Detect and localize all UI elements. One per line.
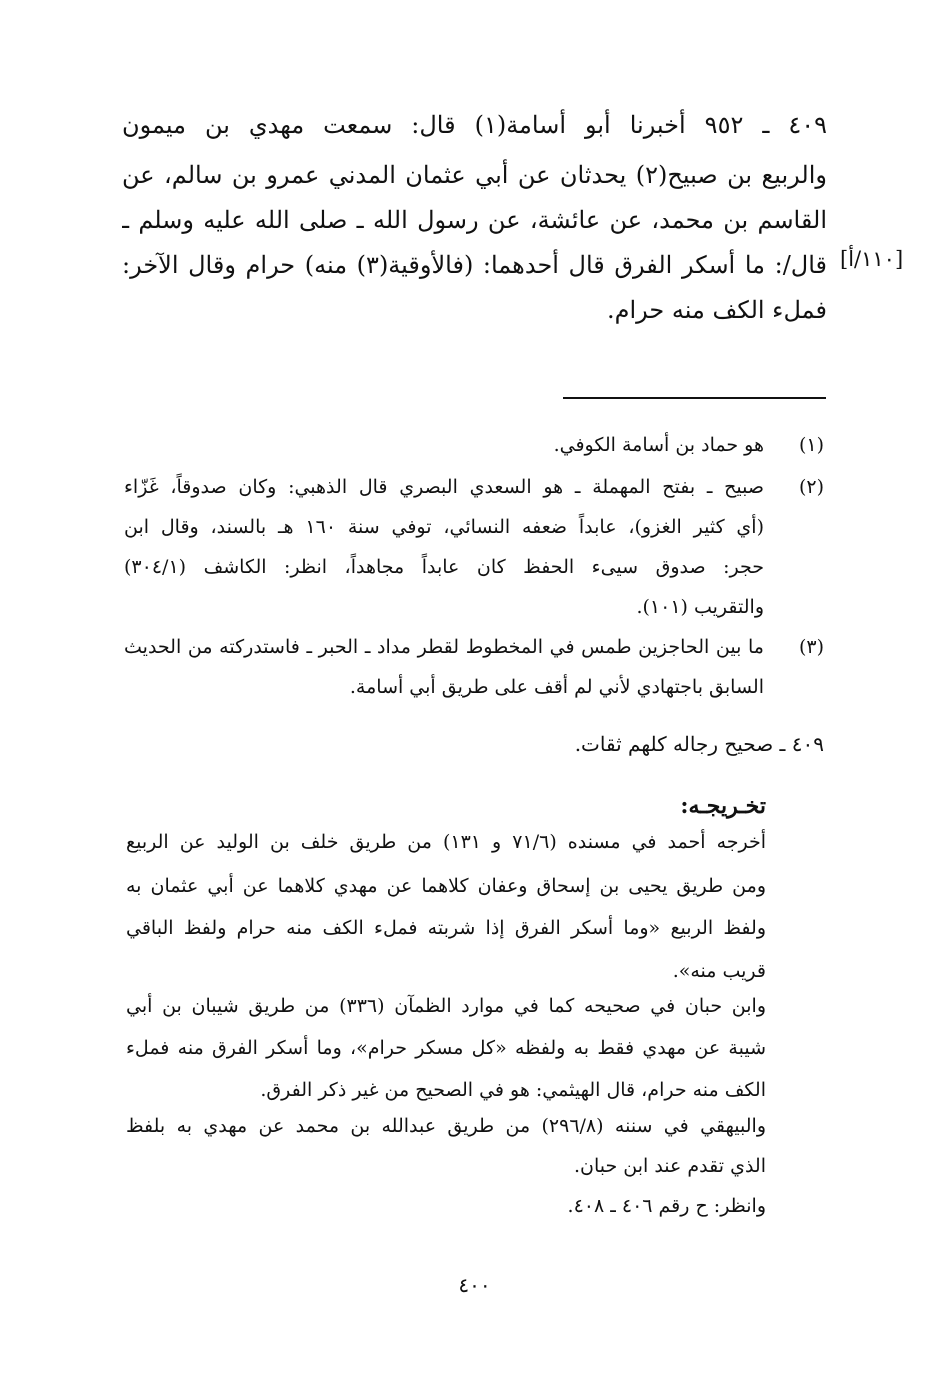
footnote-3-line-1: ما بين الحاجزين طمس في المخطوط لقطر مداد ـ الحبر ـ فاستدركته من الحديث [124, 636, 764, 658]
hadith-line-1: ٤٠٩ ـ ٩٥٢ أخبرنا أبو أسامة(١) قال: سمعت مهدي بن ميمون [122, 111, 827, 139]
takhrij-line-3: ولفظ الربيع «وما أسكر الفرق إذا شربته فملء الكف منه حرام ولفظ الباقي [126, 917, 766, 939]
takhrij-line-10: وانظر: ح رقم ٤٠٦ ـ ٤٠٨. [567, 1195, 766, 1217]
takhrij-line-5: وابن حبان في صحيحه كما في موارد الظمآن (٣٣٦) من طريق شيبان بن أبي [126, 995, 766, 1017]
takhrij-line-9: الذي تقدم عند ابن حبان. [573, 1155, 766, 1177]
footnote-number-1: (١) [798, 434, 824, 456]
footnote-separator [563, 397, 826, 399]
footnote-number-2: (٢) [798, 476, 824, 498]
footnote-2-line-3: حجر: صدوق سيىء الحفظ كان عابداً مجاهداً، انظر: الكاشف (٣٠٤/١) [124, 556, 764, 578]
takhrij-line-8: والبيهقي في سننه (٢٩٦/٨) من طريق عبدالله بن محمد عن مهدي به بلفظ [126, 1115, 766, 1137]
takhrij-line-2: ومن طريق يحيى بن إسحاق وعفان كلاهما عن مهدي كلاهما عن أبي عثمان به [126, 875, 766, 897]
takhrij-line-7: الكف منه حرام، قال الهيثمي: هو في الصحيح من غير ذكر الفرق. [260, 1079, 766, 1101]
hadith-line-3: القاسم بن محمد، عن عائشة، عن رسول الله ـ صلى الله عليه وسلم ـ [122, 206, 827, 234]
footnote-2-line-2: (أي كثير الغزو)، عابداً ضعفه النسائي، توفي سنة ١٦٠ هـ بالسند، وقال ابن [124, 516, 764, 538]
hadith-line-5: فملء الكف منه حرام. [607, 296, 827, 324]
takhrij-line-4: قريب منه». [672, 960, 766, 982]
manuscript-folio-marker: [١١٠/أ] [840, 247, 904, 271]
footnote-2-line-1: صبيح ـ بفتح المهملة ـ هو السعدي البصري قال الذهبي: وكان صدوقاً، غَزّاء [124, 476, 764, 498]
footnote-number-3: (٣) [798, 636, 824, 658]
page-number: ٤٠٠ [458, 1273, 491, 1297]
footnote-3-line-2: السابق باجتهادي لأني لم أقف على طريق أبي أسامة. [349, 676, 764, 698]
takhrij-line-6: شيبة عن مهدي فقط به ولفظه «كل مسكر حرام»، وما أسكر الفرق منه فملء [126, 1037, 766, 1059]
hadith-line-4: قال/: ما أسكر الفرق قال أحدهما: (فالأوقية(٣) منه) حرام وقال الآخر: [122, 251, 827, 279]
takhrij-heading: تخـريجـه: [680, 793, 766, 819]
hadith-line-2: والربيع بن صبيح(٢) يحدثان عن أبي عثمان المدني عمرو بن سالم، عن [122, 161, 827, 189]
takhrij-line-1: أخرجه أحمد في مسنده (٧١/٦ و ١٣١) من طريق خلف بن الوليد عن الربيع [126, 831, 766, 853]
footnote-2-line-4: والتقريب (١٠١). [636, 596, 764, 618]
hadith-grade: ٤٠٩ ـ صحيح رجاله كلهم ثقات. [574, 732, 824, 756]
footnote-1-line-1: هو حماد بن أسامة الكوفي. [553, 434, 764, 456]
